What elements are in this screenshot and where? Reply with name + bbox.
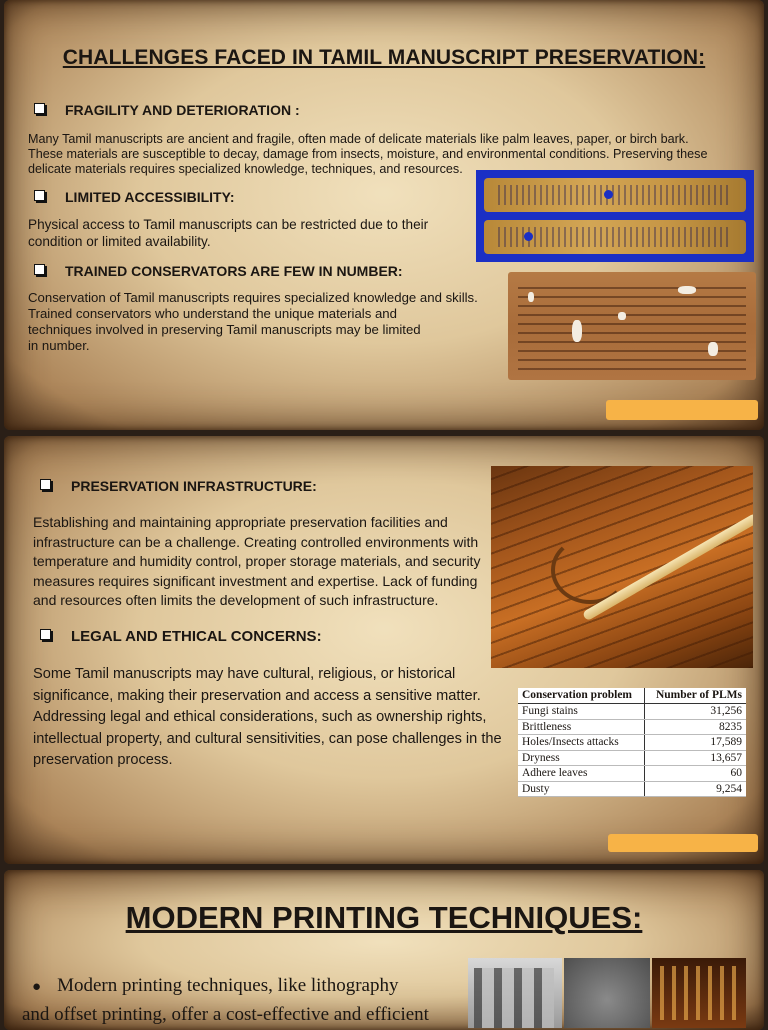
damaged-manuscript-image — [508, 272, 756, 380]
body-line: Addressing legal and ethical considerations, such as ownership rights, — [33, 709, 487, 725]
section-body-conservators — [28, 290, 508, 354]
stone-relief-image — [564, 958, 650, 1028]
slide-modern-printing — [4, 870, 764, 1030]
slide-infrastructure — [4, 436, 764, 864]
palm-leaf — [484, 178, 746, 212]
checkbox-bullet-icon — [40, 629, 51, 640]
checkbox-bullet-icon — [34, 103, 45, 114]
body-line: Some Tamil manuscripts may have cultural, religious, or historical — [33, 666, 456, 682]
body-line: temperature and humidity control, proper storage materials, and security — [33, 553, 481, 569]
conservation-problems-table — [518, 688, 746, 797]
table-cell: 13,657 — [645, 750, 746, 766]
table-row — [518, 719, 746, 735]
table-cell: Holes/Insects attacks — [518, 735, 645, 751]
section-heading-accessibility — [34, 189, 235, 205]
slide-title: CHALLENGES FACED IN TAMIL MANUSCRIPT PRESERVATION: — [62, 46, 706, 69]
table-cell: 17,589 — [645, 735, 746, 751]
table-header: Number of PLMs — [645, 688, 746, 704]
body-line: and resources often limits the development of such infrastructure. — [33, 592, 439, 608]
section-body-infrastructure — [33, 513, 503, 611]
palm-leaf-manuscript-image — [476, 170, 754, 262]
body-line: measures requires significant investment and expertise. Lack of funding — [33, 572, 478, 589]
checkbox-bullet-icon — [40, 479, 51, 490]
bullet-paragraph — [22, 972, 472, 1028]
body-line: and offset printing, offer a cost-effective and efficient — [22, 1004, 429, 1025]
checkbox-bullet-icon — [34, 264, 45, 275]
table-row — [518, 766, 746, 782]
heading-text: LEGAL AND ETHICAL CONCERNS: — [71, 628, 322, 645]
body-line: Trained conservators who understand the unique materials and — [28, 306, 397, 321]
body-line: Physical access to Tamil manuscripts can be restricted due to their — [28, 217, 429, 232]
table-cell: 31,256 — [645, 704, 746, 720]
section-heading-legal — [40, 628, 322, 645]
table-header-row — [518, 688, 746, 704]
body-line: infrastructure can be a challenge. Creating controlled environments with — [33, 533, 479, 550]
table-cell: 9,254 — [645, 781, 746, 797]
body-line: techniques involved in preserving Tamil manuscripts may be limited — [28, 322, 421, 337]
palm-leaf-bundle-image — [491, 466, 753, 668]
highlight-mark — [608, 834, 758, 852]
table-row — [518, 750, 746, 766]
slide-title: MODERN PRINTING TECHNIQUES: — [125, 900, 643, 935]
heading-text: PRESERVATION INFRASTRUCTURE: — [71, 478, 317, 494]
palm-leaf — [484, 220, 746, 254]
carved-figures-image — [468, 958, 562, 1028]
table-cell: 8235 — [645, 719, 746, 735]
body-line: intellectual property, and cultural sensitivities, can pose challenges in the — [33, 730, 502, 747]
section-heading-fragility — [34, 102, 300, 118]
body-line: Many Tamil manuscripts are ancient and fragile, often made of delicate materials like palm leaves, paper, or birch bark. — [28, 132, 689, 146]
body-line — [22, 972, 472, 1001]
bullet-dot-icon: ● — [32, 979, 42, 995]
table-cell: 60 — [645, 766, 746, 782]
table-cell: Dusty — [518, 781, 645, 797]
section-heading-conservators — [34, 263, 403, 279]
section-heading-infrastructure — [40, 478, 317, 494]
table-header: Conservation problem — [518, 688, 645, 704]
body-line: in number. — [28, 338, 90, 353]
table-cell: Fungi stains — [518, 704, 645, 720]
table-row — [518, 735, 746, 751]
slide-challenges — [4, 0, 764, 430]
section-body-legal — [33, 664, 523, 772]
section-body-accessibility — [28, 216, 468, 250]
heading-text: FRAGILITY AND DETERIORATION : — [65, 102, 300, 118]
table-cell: Brittleness — [518, 719, 645, 735]
body-line: delicate materials requires specialized knowledge, techniques, and resources. — [28, 162, 463, 177]
body-line: Establishing and maintaining appropriate preservation facilities and — [33, 514, 448, 530]
table-cell: Adhere leaves — [518, 766, 645, 782]
body-line-text: Modern printing techniques, like lithography — [57, 975, 399, 996]
checkbox-bullet-icon — [34, 190, 45, 201]
highlight-mark — [606, 400, 758, 420]
table-cell: Dryness — [518, 750, 645, 766]
body-line: significance, making their preservation and access a sensitive matter. — [33, 687, 481, 704]
table-row — [518, 704, 746, 720]
body-line: condition or limited availability. — [28, 234, 211, 249]
printing-type-image — [652, 958, 746, 1028]
body-line: preservation process. — [33, 752, 173, 768]
table-row — [518, 781, 746, 797]
body-line: These materials are susceptible to decay, damage from insects, moisture, and environmental conditions. Preserving these — [28, 147, 708, 162]
heading-text: TRAINED CONSERVATORS ARE FEW IN NUMBER: — [65, 263, 403, 279]
body-line: Conservation of Tamil manuscripts requires specialized knowledge and skills. — [28, 290, 478, 305]
heading-text: LIMITED ACCESSIBILITY: — [65, 189, 235, 205]
